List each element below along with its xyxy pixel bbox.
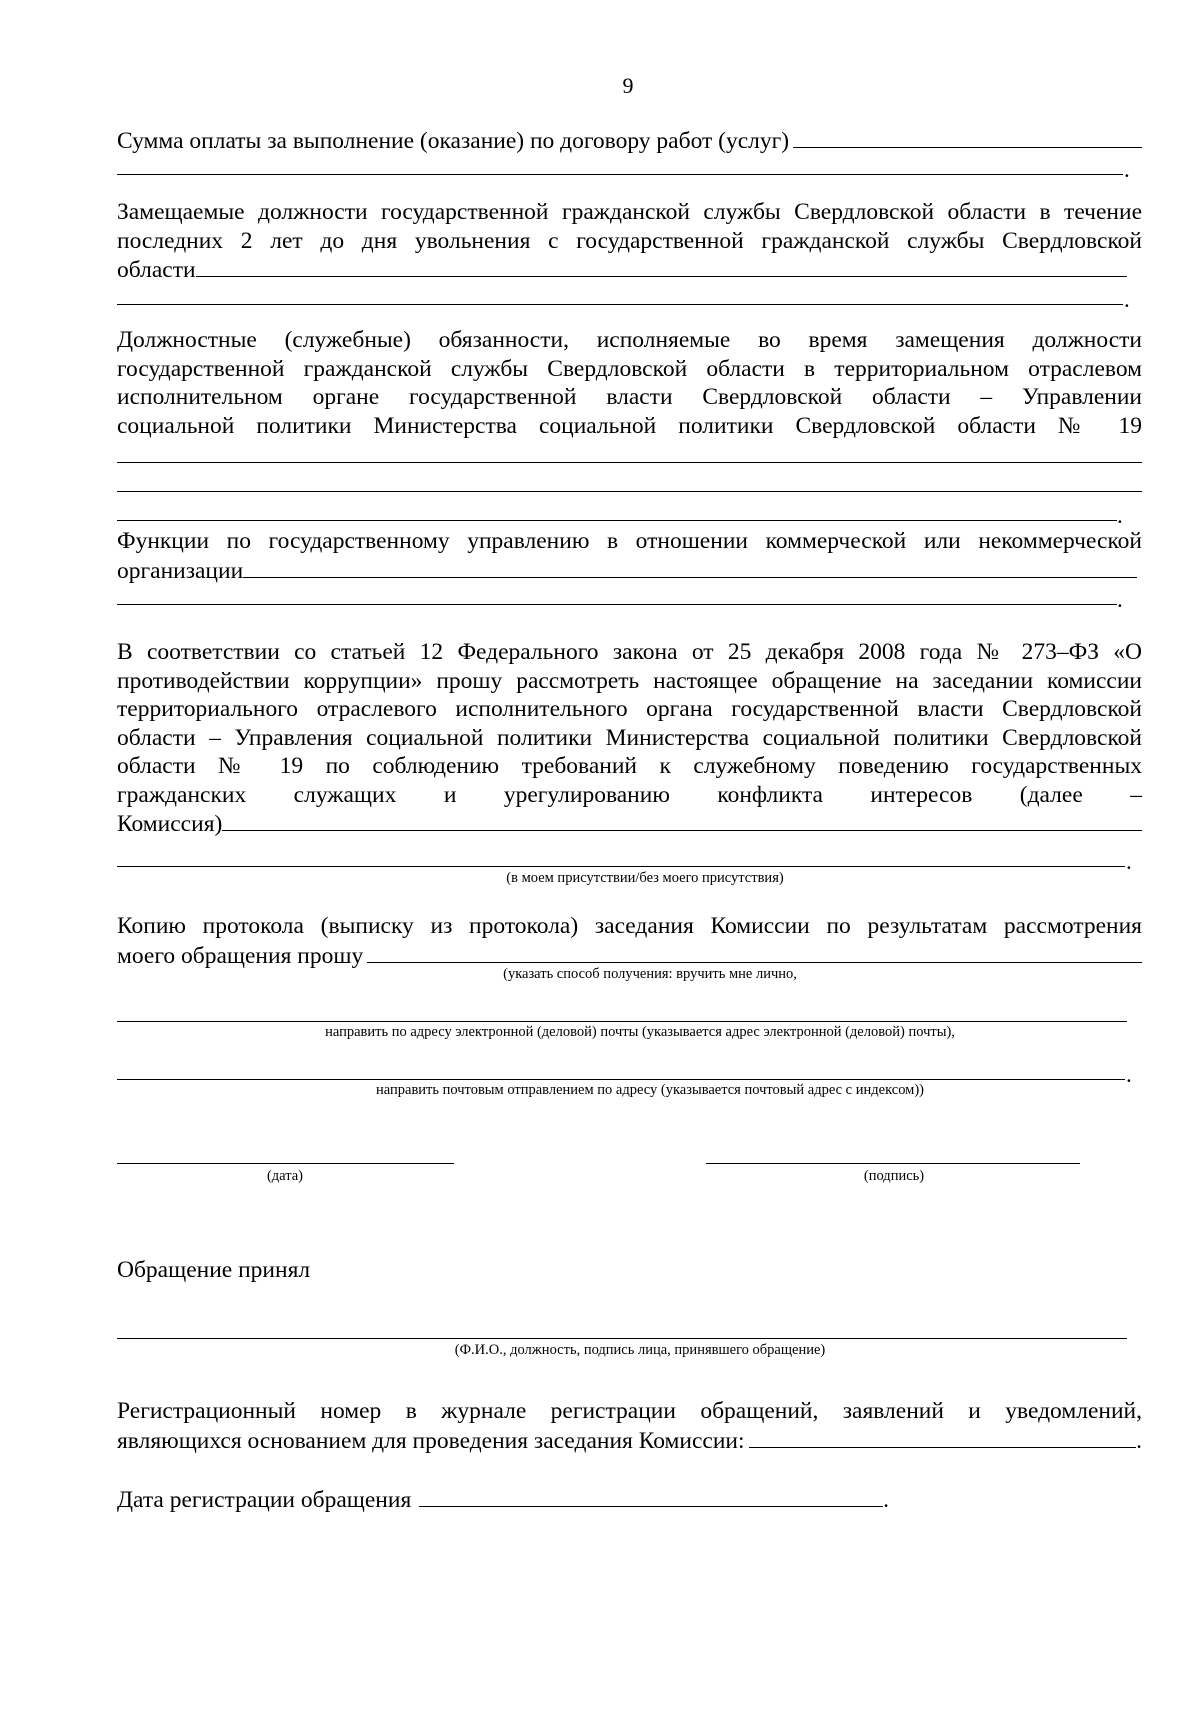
functions-period: . bbox=[1117, 587, 1123, 612]
registration-date-period: . bbox=[883, 1487, 889, 1513]
copy-line2: моего обращения прошу bbox=[117, 942, 364, 969]
request-caption: (в моем присутствии/без моего присутствия) bbox=[506, 870, 784, 886]
positions-field-line2[interactable] bbox=[117, 304, 1123, 305]
registration-section bbox=[117, 1397, 1142, 1454]
signature-field[interactable] bbox=[706, 1163, 1080, 1164]
request-line6: гражданских служащих и урегулированию конфликта интересов (далее – bbox=[117, 781, 1142, 808]
duties-field-line2[interactable] bbox=[117, 491, 1142, 492]
duties-line4: социальной политики Министерства социальной политики Свердловской области № 19 bbox=[117, 412, 1142, 439]
copy-field[interactable] bbox=[367, 941, 1142, 963]
duties-field-line3[interactable] bbox=[117, 520, 1117, 521]
functions-field-line2[interactable] bbox=[117, 604, 1117, 605]
positions-line2: последних 2 лет до дня увольнения с государственной гражданской службы Свердловской bbox=[117, 227, 1142, 254]
positions-line1: Замещаемые должности государственной гражданской службы Свердловской области в течение bbox=[117, 199, 1142, 225]
duties-period: . bbox=[1117, 503, 1123, 528]
registration-line2: являющихся основанием для проведения заседания Комиссии: bbox=[117, 1427, 745, 1454]
registration-date-field[interactable] bbox=[419, 1485, 883, 1507]
request-period: . bbox=[1126, 849, 1132, 874]
accepted-caption: (Ф.И.О., должность, подпись лица, принявшего обращение) bbox=[454, 1342, 826, 1358]
duties-line1: Должностные (служебные) обязанности, исполняемые во время замещения должности bbox=[117, 327, 1142, 353]
functions-field[interactable] bbox=[243, 556, 1137, 578]
payment-period: . bbox=[1124, 157, 1130, 182]
duties-section bbox=[117, 326, 1142, 440]
payment-field[interactable] bbox=[793, 126, 1142, 148]
functions-line2: организации bbox=[117, 557, 244, 584]
functions-section bbox=[117, 527, 1142, 584]
request-line5: области № 19 по соблюдению требований к служебному поведению государственных bbox=[117, 753, 1142, 779]
positions-period: . bbox=[1124, 287, 1130, 312]
page-number: 9 bbox=[622, 73, 634, 98]
duties-field-line1[interactable] bbox=[117, 462, 1142, 463]
copy-caption2: направить по адресу электронной (деловой) почты (указывается адрес электронной (деловой) почты), bbox=[325, 1024, 955, 1040]
copy-period: . bbox=[1126, 1062, 1132, 1087]
duties-line2: государственной гражданской службы Свердловской области в территориальном отраслевом bbox=[117, 355, 1142, 382]
registration-date-section bbox=[117, 1485, 1142, 1514]
request-line1: В соответствии со статьей 12 Федерального закона от 25 декабря 2008 года № 273–ФЗ «О bbox=[117, 639, 1142, 665]
payment-section bbox=[117, 126, 1142, 155]
positions-section bbox=[117, 198, 1142, 284]
request-field[interactable] bbox=[222, 809, 1142, 831]
request-field-line2[interactable] bbox=[117, 866, 1125, 867]
copy-line1: Копию протокола (выписку из протокола) заседания Комиссии по результатам рассмотрения bbox=[117, 913, 1142, 939]
request-line2: противодействии коррупции» прошу рассмотреть настоящее обращение на заседании комиссии bbox=[117, 667, 1142, 694]
request-line3: территориального отраслевого исполнительного органа государственной власти Свердловской bbox=[117, 696, 1142, 722]
signature-caption: (подпись) bbox=[863, 1168, 925, 1184]
registration-number-field[interactable] bbox=[749, 1426, 1137, 1448]
date-field[interactable] bbox=[117, 1163, 454, 1164]
copy-section bbox=[117, 912, 1142, 969]
copy-field-line2[interactable] bbox=[117, 1021, 1127, 1022]
request-line7: Комиссия) bbox=[117, 811, 223, 837]
positions-field[interactable] bbox=[196, 255, 1127, 277]
request-line4: области – Управления социальной политики Министерства социальной политики Свердловской bbox=[117, 724, 1142, 751]
registration-line1: Регистрационный номер в журнале регистрации обращений, заявлений и уведомлений, bbox=[117, 1398, 1142, 1424]
payment-label: Сумма оплаты за выполнение (оказание) по договору работ (услуг) bbox=[117, 128, 790, 154]
copy-field-line3[interactable] bbox=[117, 1079, 1125, 1080]
copy-caption3: направить почтовым отправлением по адресу (указывается почтовый адрес с индексом)) bbox=[376, 1082, 924, 1098]
accepted-label: Обращение принял bbox=[117, 1257, 311, 1283]
accepted-field[interactable] bbox=[117, 1338, 1127, 1339]
positions-line3: области bbox=[117, 257, 196, 283]
date-caption: (дата) bbox=[266, 1168, 304, 1184]
request-section bbox=[117, 638, 1142, 838]
duties-line3: исполнительном органе государственной власти Свердловской области – Управлении bbox=[117, 384, 1142, 410]
payment-field-line2[interactable] bbox=[117, 174, 1123, 175]
functions-line1: Функции по государственному управлению в отношении коммерческой или некоммерческой bbox=[117, 528, 1142, 554]
registration-period: . bbox=[1136, 1427, 1142, 1454]
accepted-section bbox=[117, 1256, 1142, 1285]
registration-date-label: Дата регистрации обращения bbox=[117, 1487, 412, 1513]
copy-caption1: (указать способ получения: вручить мне лично, bbox=[503, 966, 797, 982]
